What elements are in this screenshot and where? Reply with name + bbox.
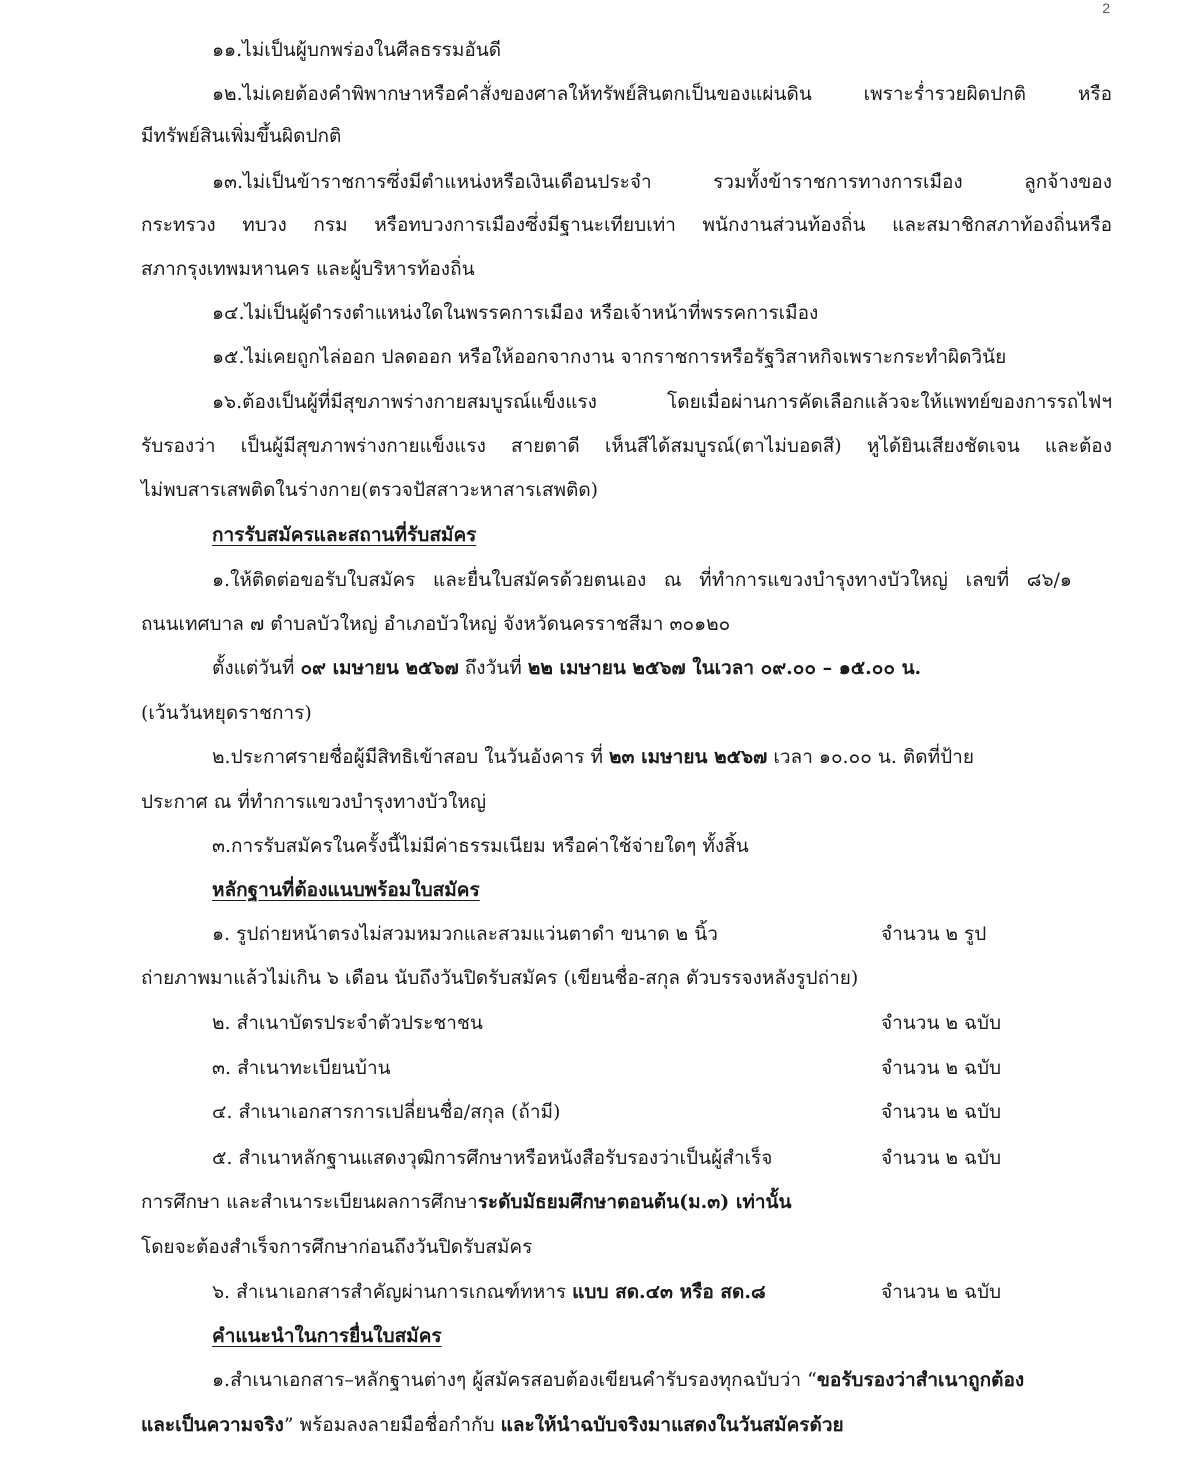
qualification-item-16-line3: ไม่พบสารเสพติดในร่างกาย(ตรวจปัสสาวะหาสารเสพติด) — [141, 479, 599, 501]
qualification-item-11: ๑๑.ไม่เป็นผู้บกพร่องในศีลธรรมอันดี — [212, 39, 502, 61]
qualification-item-13-line1: ๑๓.ไม่เป็นข้าราชการซึ่งมีตำแหน่งหรือเงินเดือนประจำ รวมทั้งข้าราชการทางการเมือง ลูกจ้างของ — [212, 171, 1112, 193]
instruction-1-middle: ” พร้อมลงลายมือชื่อกำกับ — [283, 1414, 501, 1436]
item-5-line2-bold: ระดับมัธยมศึกษาตอนต้น(ม.๓) เท่านั้น — [477, 1191, 792, 1213]
instruction-1-bold1: ขอรับรองว่าสำเนาถูกต้อง — [816, 1369, 1025, 1391]
application-item-2-line2: ประกาศ ณ ที่ทำการแขวงบำรุงทางบัวใหญ่ — [141, 791, 487, 813]
application-dates — [212, 656, 921, 680]
item-6-prefix: ๖. สำเนาเอกสารสำคัญผ่านการเกณฑ์ทหาร — [212, 1281, 573, 1303]
document-item-6-qty: จำนวน ๒ ฉบับ — [881, 1281, 1002, 1303]
document-item-3: ๓. สำเนาทะเบียนบ้าน — [212, 1057, 391, 1079]
document-item-1-line2: ถ่ายภาพมาแล้วไม่เกิน ๖ เดือน นับถึงวันปิดรับสมัคร (เขียนชื่อ-สกุล ตัวบรรจงหลังรูปถ่าย) — [141, 967, 859, 989]
item-5-line2-prefix: การศึกษา และสำเนาระเบียนผลการศึกษา — [141, 1191, 478, 1213]
document-item-4-qty: จำนวน ๒ ฉบับ — [881, 1101, 1002, 1123]
dates-end: ๒๒ เมษายน ๒๕๖๗ — [527, 657, 686, 679]
qualification-item-16-line2: รับรองว่า เป็นผู้มีสุขภาพร่างกายแข็งแรง สายตาดี เห็นสีได้สมบูรณ์(ตาไม่บอดสี) หูได้ยินเสียงชัดเจน และต้อง — [141, 435, 1112, 457]
document-item-1: ๑. รูปถ่ายหน้าตรงไม่สวมหมวกและสวมแว่นตาดำ ขนาด ๒ นิ้ว — [212, 923, 718, 945]
dates-middle: ถึงวันที่ — [458, 657, 528, 679]
qualification-item-12-line1: ๑๒.ไม่เคยต้องคำพิพากษาหรือคำสั่งของศาลให้ทรัพย์สินตกเป็นของแผ่นดิน เพราะร่ำรวยผิดปกติ หรือ — [212, 83, 1112, 105]
qualification-item-12-line2: มีทรัพย์สินเพิ่มขึ้นผิดปกติ — [141, 125, 342, 147]
qualification-item-15: ๑๕.ไม่เคยถูกไล่ออก ปลดออก หรือให้ออกจากงาน จากราชการหรือรัฐวิสาหกิจเพราะกระทำผิดวินัย — [212, 346, 1007, 368]
document-item-5-qty: จำนวน ๒ ฉบับ — [881, 1147, 1002, 1169]
instruction-item-1-line1 — [212, 1368, 1024, 1392]
document-item-4: ๔. สำเนาเอกสารการเปลี่ยนชื่อ/สกุล (ถ้ามี) — [212, 1101, 561, 1123]
dates-prefix: ตั้งแต่วันที่ — [212, 657, 301, 679]
qualification-item-13-line2: กระทรวง ทบวง กรม หรือทบวงการเมืองซึ่งมีฐานะเทียบเท่า พนักงานส่วนท้องถิ่น และสมาชิกสภาท้องถิ่นหรือ — [141, 214, 1112, 236]
dates-start: ๐๙ เมษายน ๒๕๖๗ — [300, 657, 459, 679]
instruction-1-bold2: และเป็นความจริง — [141, 1414, 284, 1436]
qualification-item-13-line3: สภากรุงเทพมหานคร และผู้บริหารท้องถิ่น — [141, 258, 475, 280]
qualification-item-14: ๑๔.ไม่เป็นผู้ดำรงตำแหน่งใดในพรรคการเมือง หรือเจ้าหน้าที่พรรคการเมือง — [212, 302, 819, 324]
document-item-3-qty: จำนวน ๒ ฉบับ — [881, 1057, 1002, 1079]
dates-time: ในเวลา ๐๙.๐๐ – ๑๕.๐๐ น. — [685, 657, 922, 679]
qualification-item-16-line1: ๑๖.ต้องเป็นผู้ที่มีสุขภาพร่างกายสมบูรณ์แข็งแรง โดยเมื่อผ่านการคัดเลือกแล้วจะให้แพทย์ของการรถไฟฯ — [212, 391, 1112, 413]
documents-heading: หลักฐานที่ต้องแนบพร้อมใบสมัคร — [212, 879, 480, 901]
document-item-2-qty: จำนวน ๒ ฉบับ — [881, 1012, 1002, 1034]
instruction-1-bold3: และให้นำฉบับจริงมาแสดงในวันสมัครด้วย — [500, 1414, 844, 1436]
application-item-1-line2: ถนนเทศบาล ๗ ตำบลบัวใหญ่ อำเภอบัวใหญ่ จังหวัดนครราชสีมา ๓๐๑๒๐ — [141, 613, 731, 635]
instruction-1-prefix: ๑.สำเนาเอกสาร–หลักฐานต่างๆ ผู้สมัครสอบต้องเขียนคำรับรองทุกฉบับว่า “ — [212, 1369, 817, 1391]
application-item-3: ๓.การรับสมัครในครั้งนี้ไม่มีค่าธรรมเนียม หรือค่าใช้จ่ายใดๆ ทั้งสิ้น — [212, 835, 749, 857]
item-2-prefix: ๒.ประกาศรายชื่อผู้มีสิทธิเข้าสอบ ในวันอังคาร ที่ — [212, 746, 610, 768]
item-6-bold: แบบ สด.๔๓ หรือ สด.๘ — [572, 1281, 766, 1303]
page-number: 2 — [1102, 0, 1110, 16]
application-heading: การรับสมัครและสถานที่รับสมัคร — [212, 524, 477, 546]
document-item-1-qty: จำนวน ๒ รูป — [881, 923, 987, 945]
instruction-item-1-line2 — [141, 1413, 844, 1437]
document-item-5-line2 — [141, 1190, 791, 1214]
item-2-date: ๒๓ เมษายน ๒๕๖๗ — [609, 746, 768, 768]
document-item-5: ๕. สำเนาหลักฐานแสดงวุฒิการศึกษาหรือหนังสือรับรองว่าเป็นผู้สำเร็จ — [212, 1147, 773, 1169]
document-item-2: ๒. สำเนาบัตรประจำตัวประชาชน — [212, 1012, 483, 1034]
document-item-5-line3: โดยจะต้องสำเร็จการศึกษาก่อนถึงวันปิดรับสมัคร — [141, 1236, 533, 1258]
document-item-6 — [212, 1280, 766, 1304]
item-2-suffix: เวลา ๑๐.๐๐ น. ติดที่ป้าย — [767, 746, 974, 768]
application-dates-note: (เว้นวันหยุดราชการ) — [141, 702, 312, 724]
application-item-2 — [212, 745, 974, 769]
application-item-1-line1: ๑.ให้ติดต่อขอรับใบสมัคร และยื่นใบสมัครด้วยตนเอง ณ ที่ทำการแขวงบำรุงทางบัวใหญ่ เลขที่ ๘๖/๑ — [212, 569, 1072, 591]
instructions-heading: คำแนะนำในการยื่นใบสมัคร — [212, 1325, 442, 1347]
